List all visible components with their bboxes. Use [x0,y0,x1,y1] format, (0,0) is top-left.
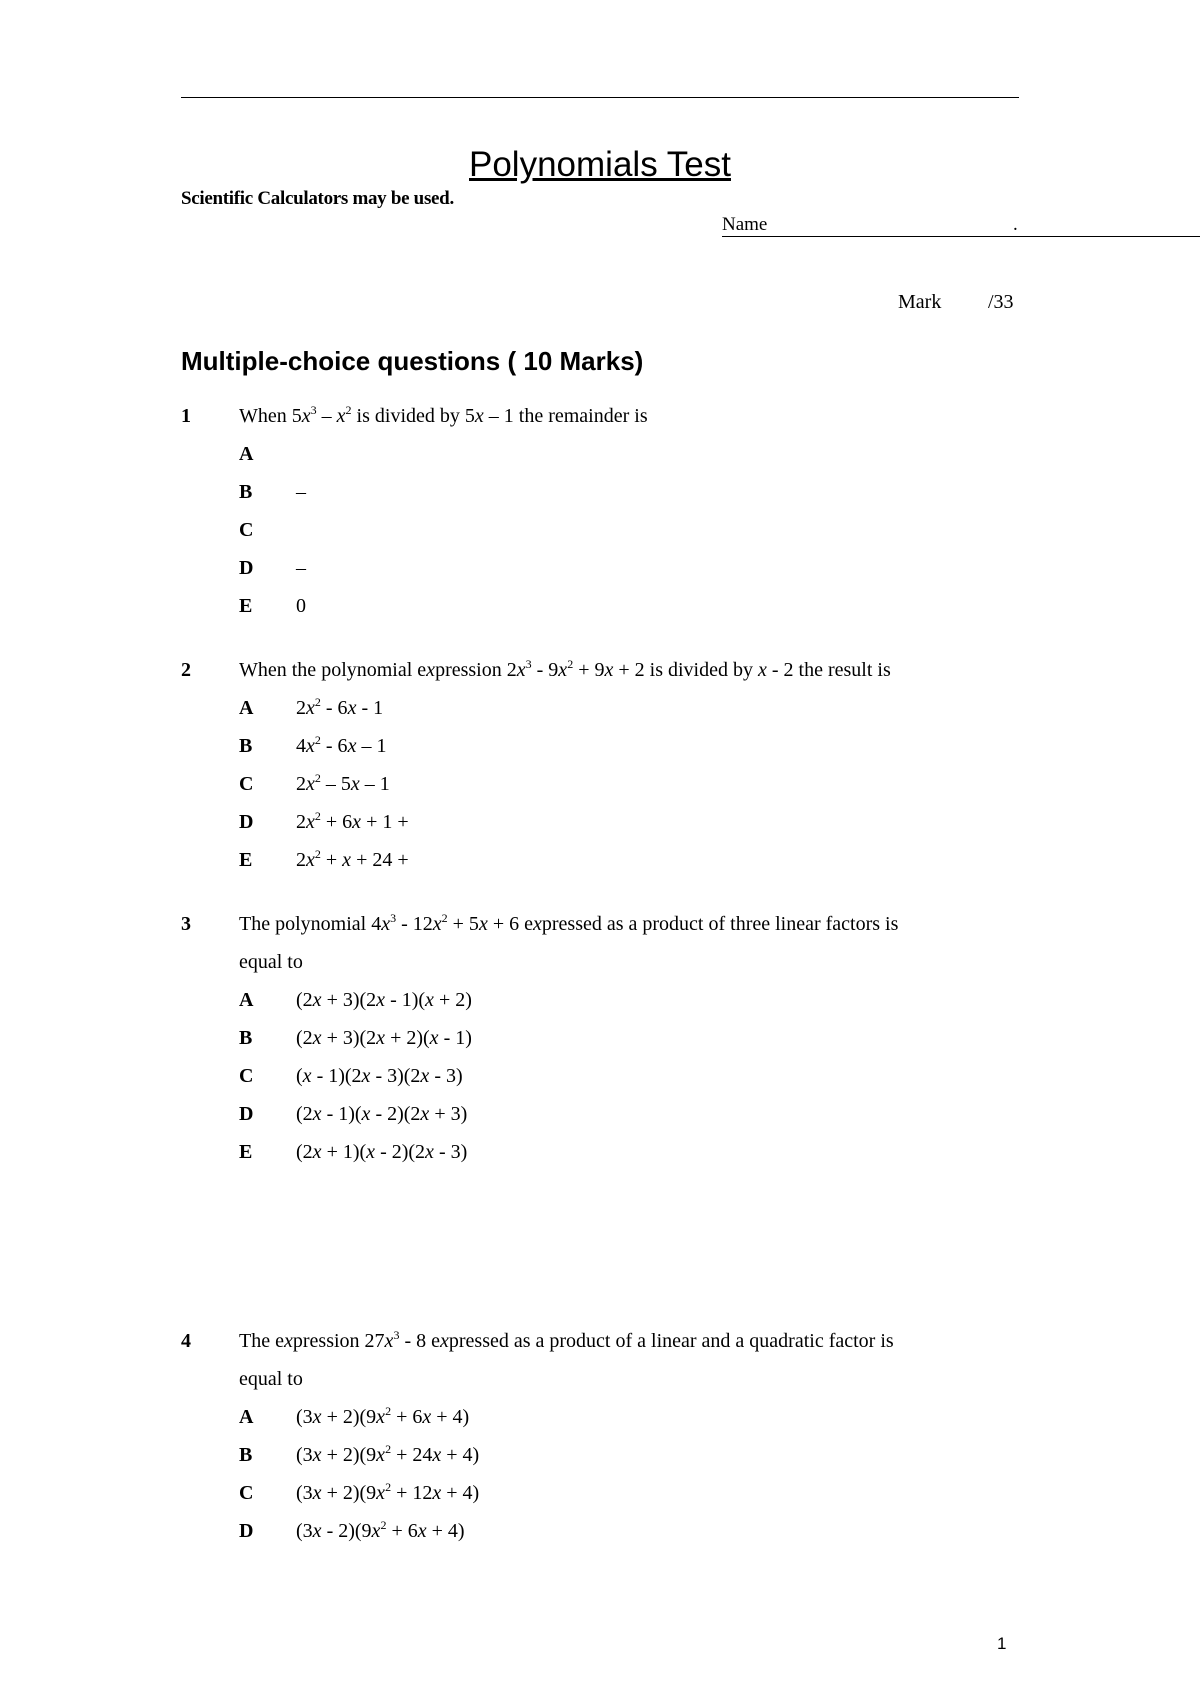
answer-option[interactable] [239,773,879,799]
option-text: $2x^2 + x + 24$ + [296,847,409,871]
page-title: Polynomials Test [469,145,731,184]
answer-option[interactable] [239,481,879,507]
answer-option[interactable] [239,1141,879,1167]
option-text: (2x - 1)(x - 2)(2x + 3) [296,1103,468,1125]
answer-option[interactable] [239,1027,879,1053]
question-text: The polynomial $4x^3 - 12x^2 + 5x + 6$ expressed as a product of three linear factors is [239,911,899,935]
answer-option[interactable] [239,1406,879,1432]
answer-option[interactable] [239,1520,879,1546]
option-letter: C [239,519,254,541]
answer-option[interactable] [239,1482,879,1508]
question-number: 3 [181,913,191,935]
question-text: equal to [239,1368,303,1390]
option-letter: A [239,1406,254,1428]
name-label: Name [722,214,768,235]
option-text: $4x^2 - 6x - 1$ [296,733,387,757]
option-letter: E [239,595,253,617]
question-text: When the polynomial expression $2x^3 - 9x^2 + 9x + 2$ is divided by x - 2 the result is [239,657,891,681]
option-text: $(3x + 2)(9x^2 + 6x + 4)$ [296,1404,470,1428]
name-field[interactable] [722,214,1200,237]
page-number: 1 [997,1634,1007,1653]
option-letter: D [239,1103,254,1125]
option-letter: C [239,1065,254,1087]
answer-option[interactable] [239,1103,879,1129]
answer-option[interactable] [239,849,879,875]
answer-option[interactable] [239,595,879,621]
mark-label: Mark [898,291,942,313]
answer-option[interactable] [239,443,879,469]
option-text: (2x + 3)(2x + 2)(x - 1) [296,1027,472,1049]
question-number: 4 [181,1330,191,1352]
option-letter: A [239,697,254,719]
answer-option[interactable] [239,735,879,761]
option-text: – [296,557,306,579]
section-heading: Multiple-choice questions ( 10 Marks) [181,346,644,376]
option-letter: E [239,1141,253,1163]
name-dot: . [1013,214,1018,235]
option-letter: D [239,1520,254,1542]
option-letter: A [239,989,254,1011]
option-letter: B [239,1027,253,1049]
question-text: When $5x^3 - x^2$ is divided by 5x – 1 the remainder is [239,403,648,427]
mark-total: /33 [988,291,1014,313]
answer-option[interactable] [239,1065,879,1091]
calculator-note: Scientific Calculators may be used. [181,188,454,209]
answer-option[interactable] [239,557,879,583]
question-number: 2 [181,659,191,681]
question-number: 1 [181,405,191,427]
question-text: The expression $27x^3 - 8$ expressed as a product of a linear and a quadratic factor is [239,1328,894,1352]
option-text: $(3x + 2)(9x^2 + 24x + 4)$ [296,1442,480,1466]
option-letter: C [239,1482,254,1504]
answer-option[interactable] [239,1444,879,1470]
option-letter: B [239,1444,253,1466]
option-letter: B [239,481,253,503]
option-text: (2x + 1)(x - 2)(2x - 3) [296,1141,468,1163]
option-letter: E [239,849,253,871]
answer-option[interactable] [239,519,879,545]
option-text: (x - 1)(2x - 3)(2x - 3) [296,1065,463,1087]
option-text: $(3x + 2)(9x^2 + 12x + 4)$ [296,1480,480,1504]
option-text: $(3x - 2)(9x^2 + 6x + 4)$ [296,1518,465,1542]
answer-option[interactable] [239,697,879,723]
option-text: $2x^2 + 6x + 1$ + [296,809,409,833]
option-letter: D [239,811,254,833]
option-text: $2x^2 - 6x - 1$ [296,695,384,719]
option-letter: C [239,773,254,795]
answer-option[interactable] [239,989,879,1015]
option-text: 0 [296,595,306,617]
option-text: (2x + 3)(2x - 1)(x + 2) [296,989,472,1011]
header-rule [181,97,1019,98]
option-text: $2x^2 - 5x - 1$ [296,771,390,795]
option-letter: D [239,557,254,579]
question-text: equal to [239,951,303,973]
option-letter: B [239,735,253,757]
answer-option[interactable] [239,811,879,837]
option-letter: A [239,443,254,465]
option-text: – [296,481,306,503]
